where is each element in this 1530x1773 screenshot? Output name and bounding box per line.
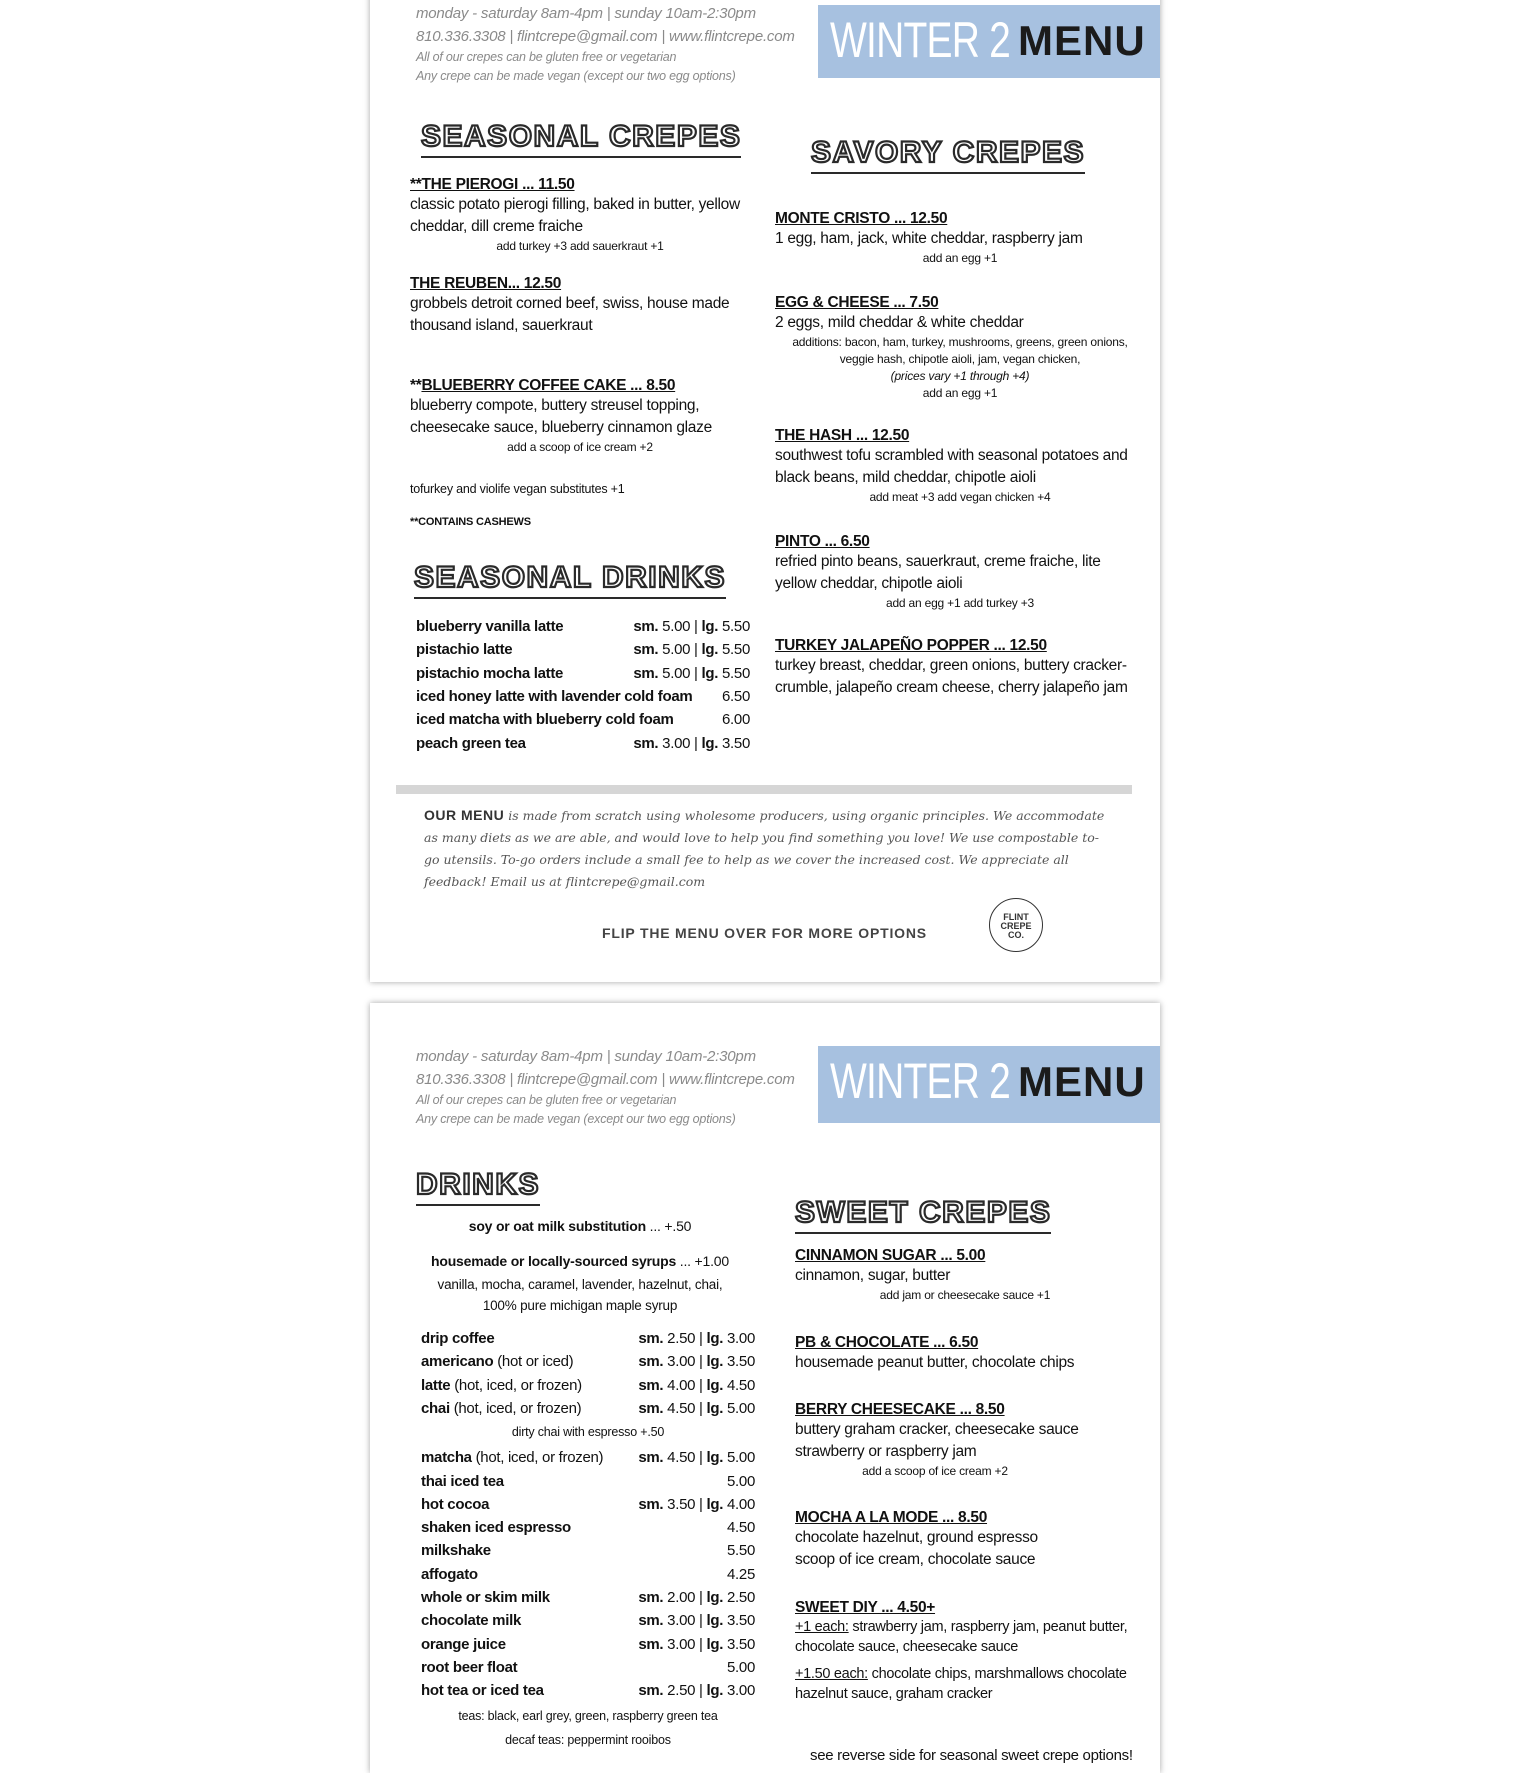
menu-item (795, 1247, 1135, 1304)
drink-price: sm. 5.00 | lg. 5.50 (633, 664, 750, 682)
drink-row (421, 1496, 755, 1519)
item-desc: grobbels detroit corned beef, swiss, house made thousand island, sauerkraut (410, 295, 730, 334)
menu-item (775, 637, 1145, 699)
item-desc: housemade peanut butter, chocolate chips (795, 1354, 1075, 1371)
item-title: EGG & CHEESE ... 7.50 (775, 294, 939, 311)
divider (396, 785, 1132, 794)
item-add: add jam or cheesecake sauce +1 (879, 1288, 1051, 1302)
menu-page-front (370, 0, 1160, 982)
vegan-note: Any crepe can be made vegan (except our two egg options) (416, 69, 736, 83)
about-body: is made from scratch using wholesome producers, using organic principles. We accommodate as many diets as we are able, and would love to help you find something you love! We use compostable to-go utensils. To-go orders include a small fee to help as we cover the increased cost. We appreciate all feedback! Email us at flintcrepe@gmail.com (424, 808, 1105, 889)
drink-row (416, 688, 750, 711)
drink-row (421, 1519, 755, 1542)
menu-item (775, 210, 1135, 267)
menu-item (775, 294, 1145, 402)
drink-price: sm. 3.00 | lg. 3.50 (633, 734, 750, 752)
item-add: add turkey +3 add sauerkraut +1 (496, 239, 664, 253)
drink-name: peach green tea (416, 734, 526, 752)
drink-price: 6.50 (722, 687, 750, 705)
item-desc: +1 each: strawberry jam, raspberry jam, peanut butter, chocolate sauce, cheesecake sauce (795, 1619, 1128, 1655)
item-add: add an egg +1 (922, 386, 998, 400)
item-desc: turkey breast, cheddar, green onions, buttery cracker-crumble, jalapeño cream cheese, cherry jalapeño jam (775, 657, 1128, 696)
hours: monday - saturday 8am-4pm | sunday 10am-2:30pm (416, 5, 756, 22)
logo: FLINT CREPE CO. (989, 898, 1043, 952)
drink-row (421, 1566, 755, 1589)
sweet-crepes-title: SWEET CREPES (795, 1196, 1052, 1229)
drink-price: 4.25 (727, 1565, 755, 1583)
header-info (416, 1045, 795, 1129)
drink-row (416, 641, 750, 664)
syrups: housemade or locally-sourced syrups ... +1.00 (431, 1253, 729, 1269)
item-title: PINTO ... 6.50 (775, 533, 870, 550)
drink-price: sm. 3.00 | lg. 3.50 (638, 1353, 755, 1371)
drink-name: matcha (hot, iced, or frozen) (421, 1449, 604, 1467)
item-add: add meat +3 add vegan chicken +4 (869, 490, 1051, 504)
vegan-note: Any crepe can be made vegan (except our two egg options) (416, 1112, 736, 1126)
drink-price: sm. 4.00 | lg. 4.50 (638, 1376, 755, 1394)
drink-row (421, 1473, 755, 1496)
about-text (424, 804, 1114, 893)
seasonal-drinks-title: SEASONAL DRINKS (414, 561, 726, 594)
drink-row (416, 735, 750, 758)
drink-name: latte (hot, iced, or frozen) (421, 1376, 582, 1394)
gf-note: All of our crepes can be gluten free or vegetarian (416, 1093, 677, 1107)
item-desc: refried pinto beans, sauerkraut, creme fraiche, lite yellow cheddar, chipotle aioli (775, 553, 1101, 592)
drink-name: drip coffee (421, 1330, 495, 1347)
item-title: MOCHA A LA MODE ... 8.50 (795, 1509, 988, 1526)
drink-row (421, 1377, 755, 1400)
item-desc: buttery graham cracker, cheesecake sauce strawberry or raspberry jam (795, 1421, 1079, 1460)
banner-menu: MENU (1018, 17, 1146, 64)
item-desc: 1 egg, ham, jack, white cheddar, raspberry jam (775, 230, 1083, 247)
drink-price: 5.50 (727, 1542, 755, 1560)
syrup-flavors: vanilla, mocha, caramel, lavender, hazelnut, chai, 100% pure michigan maple syrup (437, 1277, 723, 1313)
drink-price: sm. 5.00 | lg. 5.50 (633, 641, 750, 659)
drink-price: sm. 3.00 | lg. 3.50 (638, 1635, 755, 1653)
item-desc: cinnamon, sugar, butter (795, 1267, 951, 1284)
item-add: add an egg +1 add turkey +3 (885, 596, 1035, 610)
drink-name: blueberry vanilla latte (416, 618, 564, 635)
menu-item (410, 377, 755, 456)
drink-name: pistachio mocha latte (416, 664, 564, 682)
drink-row (421, 1612, 755, 1635)
drink-name: affogato (421, 1565, 478, 1583)
drink-row (421, 1449, 755, 1472)
banner-season: WINTER 2 (830, 1053, 1011, 1109)
menu-item (795, 1509, 1045, 1571)
item-add: add a scoop of ice cream +2 (862, 1464, 1008, 1478)
item-desc: blueberry compote, buttery streusel topping, cheesecake sauce, blueberry cinnamon glaze (410, 397, 712, 436)
drink-row (421, 1659, 755, 1682)
drink-price: sm. 3.50 | lg. 4.00 (638, 1495, 755, 1513)
menu-item (410, 176, 755, 255)
contact: 810.336.3308 | flintcrepe@gmail.com | www.flintcrepe.com (416, 1071, 795, 1088)
drink-price: 6.00 (722, 711, 750, 729)
drink-row (421, 1353, 755, 1376)
banner-season: WINTER 2 (830, 12, 1011, 68)
drink-price: sm. 5.00 | lg. 5.50 (633, 618, 750, 635)
vegan-sub-note: tofurkey and violife vegan substitutes +1 (410, 482, 625, 496)
seasonal-crepes-title: SEASONAL CREPES (421, 120, 742, 153)
drink-price: sm. 4.50 | lg. 5.00 (638, 1399, 755, 1417)
drink-row (421, 1589, 755, 1612)
item-desc: classic potato pierogi filling, baked in butter, yellow cheddar, dill creme fraiche (410, 196, 740, 235)
drink-price: sm. 2.50 | lg. 3.00 (638, 1330, 755, 1347)
item-add: additions: bacon, ham, turkey, mushrooms, greens, green onions, (792, 335, 1128, 349)
about-lead: OUR MENU (424, 807, 505, 823)
item-title: THE REUBEN... 12.50 (410, 275, 562, 292)
drink-name: hot cocoa (421, 1495, 490, 1513)
drink-name: iced honey latte with lavender cold foam (416, 687, 693, 705)
drink-name: root beer float (421, 1658, 518, 1676)
menu-banner (818, 5, 1160, 78)
item-title: **THE PIEROGI ... 11.50 (410, 176, 575, 193)
menu-item (410, 275, 755, 337)
item-title: PB & CHOCOLATE ... 6.50 (795, 1334, 979, 1351)
menu-item (775, 427, 1145, 506)
drink-name: whole or skim milk (421, 1589, 550, 1606)
contact: 810.336.3308 | flintcrepe@gmail.com | www.flintcrepe.com (416, 28, 795, 45)
menu-banner (818, 1046, 1160, 1123)
drink-name: pistachio latte (416, 641, 513, 659)
item-desc: +1.50 each: chocolate chips, marshmallows chocolate hazelnut sauce, graham cracker (795, 1666, 1127, 1702)
dirty-chai-note: dirty chai with espresso +.50 (511, 1425, 665, 1440)
item-desc: chocolate hazelnut, ground espresso scoop of ice cream, chocolate sauce (795, 1529, 1038, 1568)
menu-item (795, 1599, 1140, 1704)
drink-price: 5.00 (727, 1472, 755, 1490)
drink-row (421, 1330, 755, 1353)
item-add: add a scoop of ice cream +2 (507, 440, 653, 454)
cashew-note: **CONTAINS CASHEWS (410, 516, 531, 528)
drinks-title: DRINKS (416, 1168, 541, 1201)
drink-name: milkshake (421, 1542, 491, 1560)
item-add: (prices vary +1 through +4) (890, 369, 1030, 383)
drink-row (416, 711, 750, 734)
drink-row (416, 618, 750, 641)
savory-crepes-title: SAVORY CREPES (811, 136, 1086, 169)
menu-item (775, 533, 1105, 612)
item-title: SWEET DIY ... 4.50+ (795, 1599, 936, 1616)
hours: monday - saturday 8am-4pm | sunday 10am-2:30pm (416, 1048, 756, 1065)
menu-item (795, 1334, 1135, 1374)
drink-price: 5.00 (727, 1658, 755, 1676)
drink-name: shaken iced espresso (421, 1519, 571, 1537)
header-info (416, 2, 795, 86)
item-title: BLUEBERRY COFFEE CAKE ... 8.50 (421, 377, 676, 394)
drink-row (421, 1542, 755, 1565)
drink-row (421, 1400, 755, 1423)
reverse-note: see reverse side for seasonal sweet crepe options! (810, 1747, 1133, 1764)
drink-price: sm. 4.50 | lg. 5.00 (638, 1449, 755, 1467)
drink-name: chai (hot, iced, or frozen) (421, 1399, 582, 1417)
drink-row (421, 1682, 755, 1705)
item-title: THE HASH ... 12.50 (775, 427, 910, 444)
flip-note: FLIP THE MENU OVER FOR MORE OPTIONS (602, 925, 927, 941)
item-title: TURKEY JALAPEÑO POPPER ... 12.50 (775, 637, 1047, 654)
item-desc: southwest tofu scrambled with seasonal potatoes and black beans, mild cheddar, chipotle aioli (775, 447, 1128, 486)
drink-price: 4.50 (727, 1519, 755, 1537)
item-add: veggie hash, chipotle aioli, jam, vegan chicken, (839, 352, 1081, 366)
drink-name: iced matcha with blueberry cold foam (416, 711, 674, 729)
drink-price: sm. 2.50 | lg. 3.00 (638, 1682, 755, 1700)
item-title: CINNAMON SUGAR ... 5.00 (795, 1247, 986, 1264)
item-title: MONTE CRISTO ... 12.50 (775, 210, 948, 227)
drink-row (421, 1636, 755, 1659)
item-add: add an egg +1 (922, 251, 998, 265)
drink-price: sm. 2.00 | lg. 2.50 (638, 1589, 755, 1606)
drink-name: hot tea or iced tea (421, 1682, 544, 1700)
drink-price: sm. 3.00 | lg. 3.50 (638, 1612, 755, 1630)
drink-name: chocolate milk (421, 1612, 522, 1630)
decaf-teas-note: decaf teas: peppermint rooibos (505, 1732, 671, 1747)
gf-note: All of our crepes can be gluten free or vegetarian (416, 50, 677, 64)
drink-name: americano (hot or iced) (421, 1353, 574, 1371)
milk-sub: soy or oat milk substitution ... +.50 (468, 1218, 692, 1234)
banner-menu: MENU (1018, 1058, 1146, 1105)
teas-note: teas: black, earl grey, green, raspberry green tea (458, 1708, 718, 1723)
menu-page-back (370, 1003, 1160, 1773)
menu-item (795, 1401, 1095, 1480)
item-desc: 2 eggs, mild cheddar & white cheddar (775, 314, 1024, 331)
drink-row (416, 665, 750, 688)
item-title: BERRY CHEESECAKE ... 8.50 (795, 1401, 1005, 1418)
item-title-prefix: ** (410, 377, 422, 394)
drink-name: thai iced tea (421, 1472, 504, 1490)
drink-name: orange juice (421, 1635, 506, 1653)
